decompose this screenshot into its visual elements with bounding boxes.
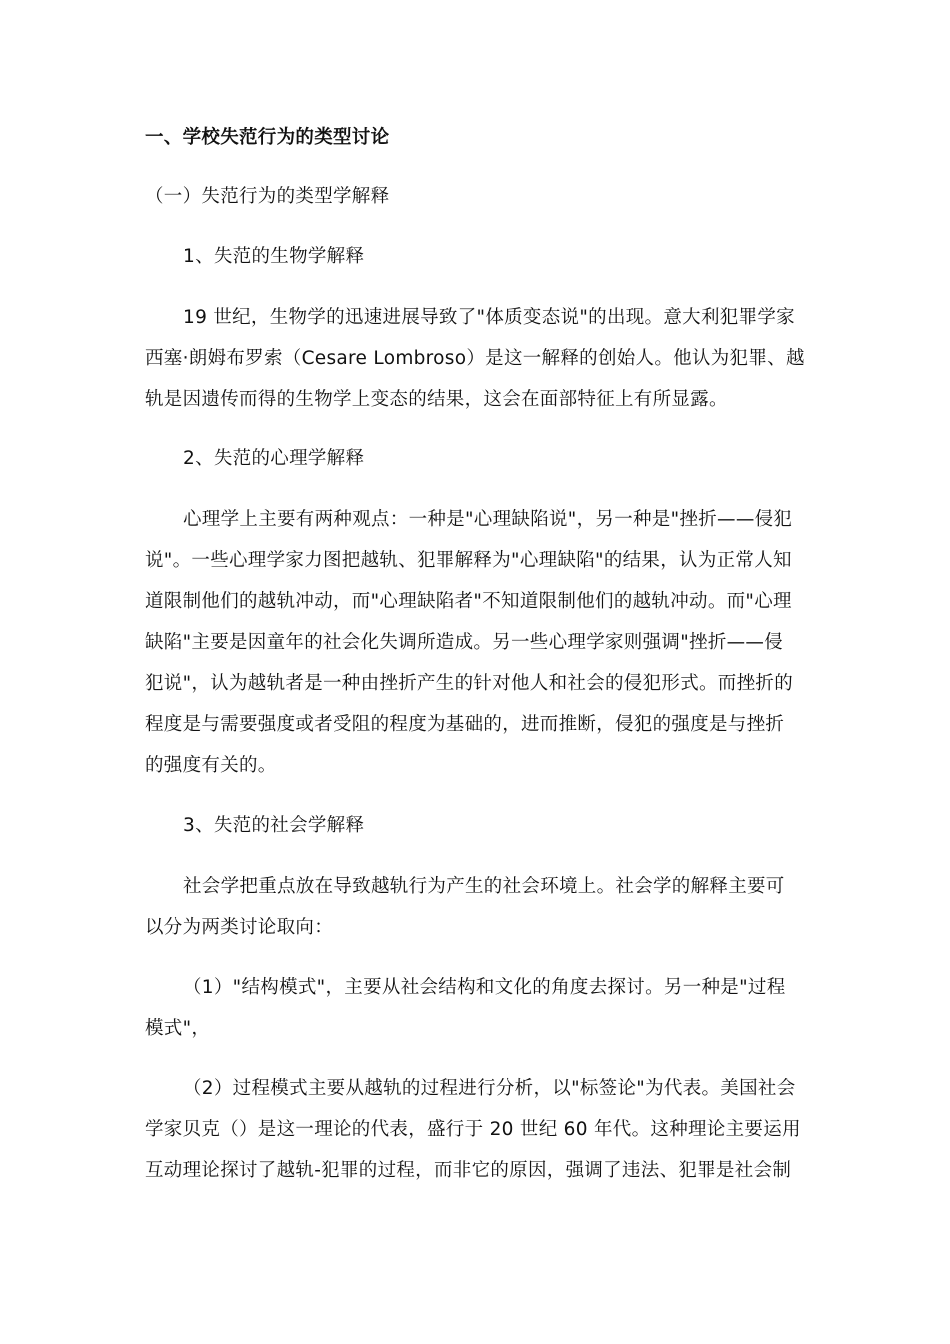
paragraph-line: 互动理论探讨了越轨-犯罪的过程，而非它的原因，强调了违法、犯罪是社会制 xyxy=(145,1160,792,1181)
paragraph-line: （2）过程模式主要从越轨的过程进行分析，以"标签论"为代表。美国社会 xyxy=(183,1078,796,1099)
paragraph-line: 犯说"，认为越轨者是一种由挫折产生的针对他人和社会的侵犯形式。而挫折的 xyxy=(145,673,794,694)
subsection-heading: （一）失范行为的类型学解释 xyxy=(145,186,390,207)
paragraph-line: 轨是因遗传而得的生物学上变态的结果，这会在面部特征上有所显露。 xyxy=(145,389,728,410)
paragraph-line: 说"。一些心理学家力图把越轨、犯罪解释为"心理缺陷"的结果，认为正常人知 xyxy=(145,550,792,571)
paragraph-line: （1）"结构模式"，主要从社会结构和文化的角度去探讨。另一种是"过程 xyxy=(183,977,786,998)
paragraph-line: 的强度有关的。 xyxy=(145,755,277,776)
paragraph-line: 学家贝克（）是这一理论的代表，盛行于 20 世纪 60 年代。这种理论主要运用 xyxy=(145,1119,801,1140)
item3-heading: 3、失范的社会学解释 xyxy=(183,815,365,836)
paragraph-line: 道限制他们的越轨冲动，而"心理缺陷者"不知道限制他们的越轨冲动。而"心理 xyxy=(145,591,792,612)
paragraph-line: 缺陷"主要是因童年的社会化失调所造成。另一些心理学家则强调"挫折——侵 xyxy=(145,632,784,653)
paragraph-line: 西塞·朗姆布罗索（Cesare Lombroso）是这一解释的创始人。他认为犯罪、越 xyxy=(145,348,805,369)
paragraph-line: 社会学把重点放在导致越轨行为产生的社会环境上。社会学的解释主要可 xyxy=(183,876,785,897)
paragraph-line: 心理学上主要有两种观点：一种是"心理缺陷说"，另一种是"挫折——侵犯 xyxy=(183,509,793,530)
section-heading: 一、学校失范行为的类型讨论 xyxy=(145,127,390,148)
paragraph-line: 以分为两类讨论取向： xyxy=(145,917,334,938)
paragraph-line: 模式"， xyxy=(145,1018,211,1039)
paragraph-line: 程度是与需要强度或者受阻的程度为基础的，进而推断，侵犯的强度是与挫折 xyxy=(145,714,785,735)
item1-heading: 1、失范的生物学解释 xyxy=(183,246,365,267)
paragraph-line: 19 世纪，生物学的迅速进展导致了"体质变态说"的出现。意大利犯罪学家 xyxy=(183,307,795,328)
item2-heading: 2、失范的心理学解释 xyxy=(183,448,365,469)
